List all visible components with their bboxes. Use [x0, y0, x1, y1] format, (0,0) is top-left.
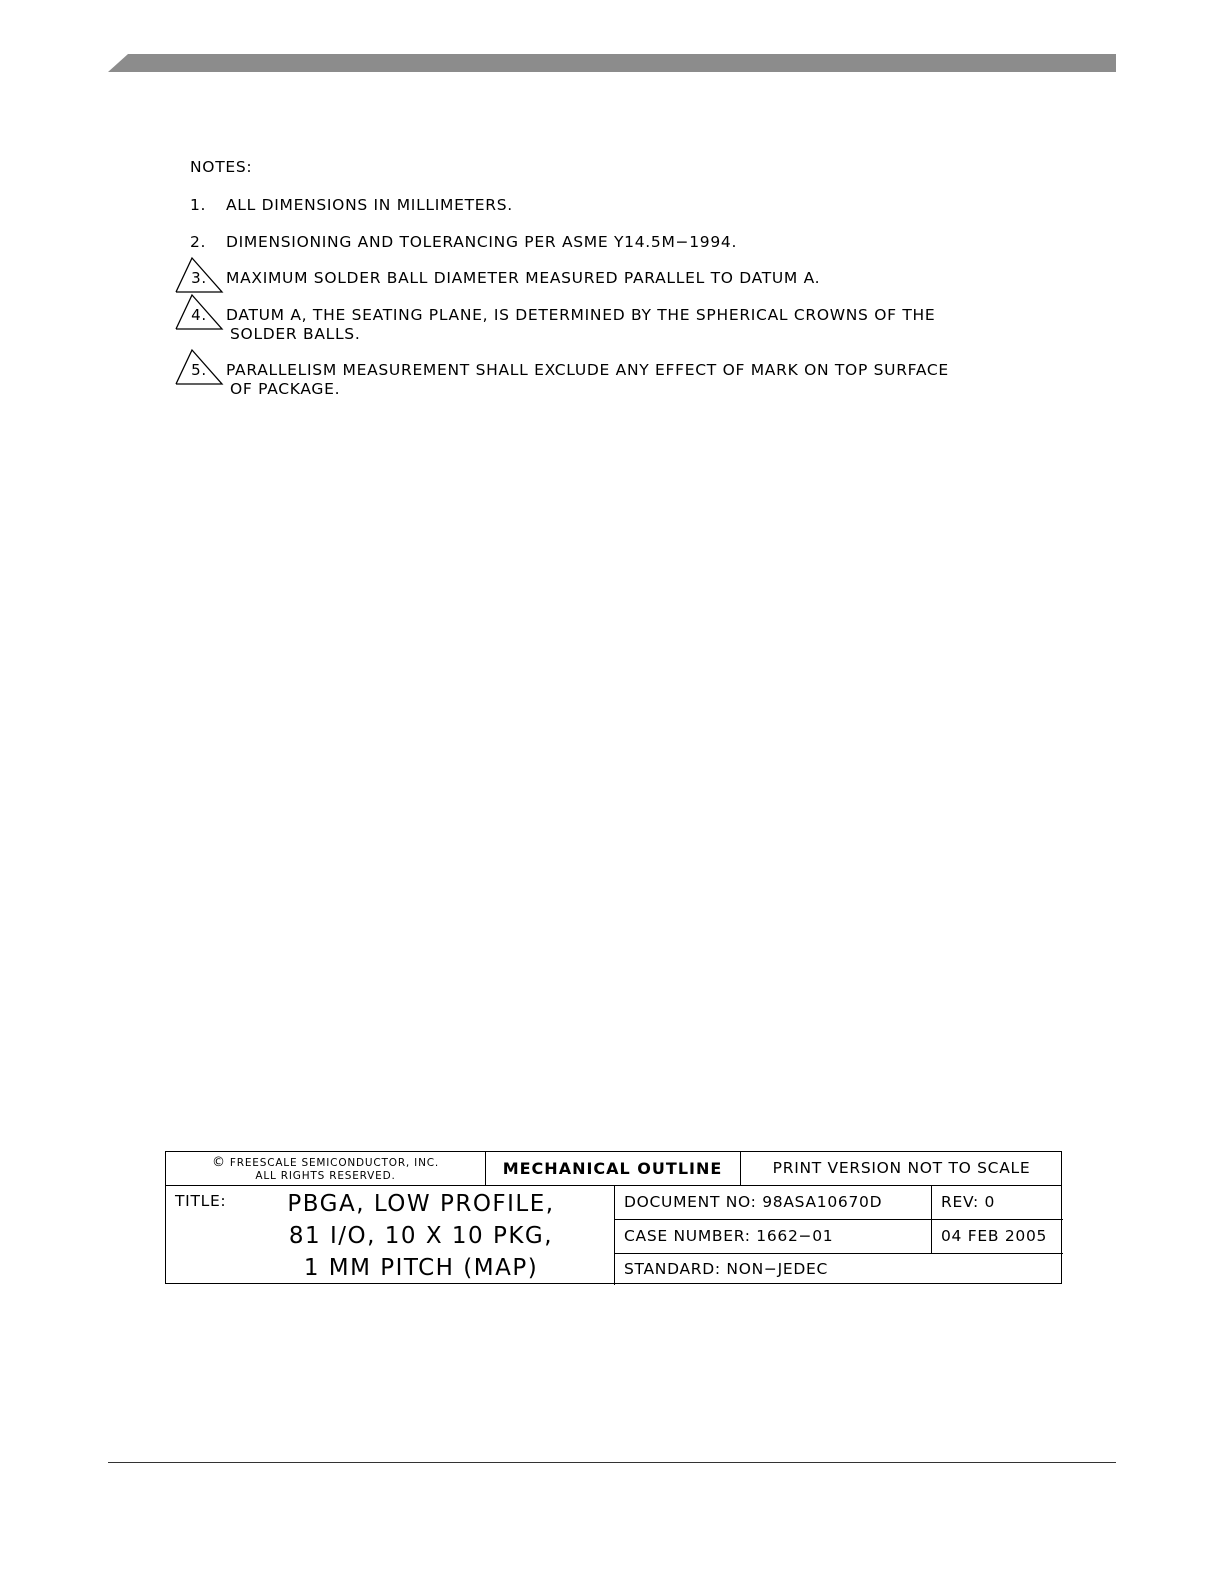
title-label: TITLE:	[175, 1192, 227, 1210]
note-number: 5.	[191, 361, 207, 379]
footer-rule	[108, 1462, 1116, 1463]
note-number: 1.	[190, 196, 207, 214]
flag-triangle-icon	[174, 347, 224, 385]
title-line-2: 81 I/O, 10 X 10 PKG,	[288, 1223, 554, 1249]
note-number: 3.	[191, 269, 207, 287]
revision: REV: 0	[941, 1193, 996, 1211]
header-bar	[108, 54, 1116, 72]
copyright-icon: ©	[211, 1155, 226, 1170]
print-version-note: PRINT VERSION NOT TO SCALE	[772, 1159, 1031, 1177]
copyright-line-2: ALL RIGHTS RESERVED.	[255, 1170, 396, 1182]
case-number: CASE NUMBER: 1662−01	[624, 1227, 834, 1245]
note-number: 4.	[191, 306, 207, 324]
title-block	[165, 1151, 1062, 1284]
title-line-3: 1 MM PITCH (MAP)	[303, 1255, 539, 1281]
note-text: MAXIMUM SOLDER BALL DIAMETER MEASURED PARALLEL TO DATUM A.	[226, 269, 821, 287]
note-text: DIMENSIONING AND TOLERANCING PER ASME Y14.5M−1994.	[226, 233, 738, 251]
copyright-line-1: FREESCALE SEMICONDUCTOR, INC.	[229, 1157, 440, 1169]
mechanical-outline-heading: MECHANICAL OUTLINE	[502, 1159, 723, 1178]
release-date: 04 FEB 2005	[941, 1227, 1048, 1245]
notes-title: NOTES:	[190, 158, 253, 176]
document-number: DOCUMENT NO: 98ASA10670D	[624, 1193, 883, 1211]
note-text: DATUM A, THE SEATING PLANE, IS DETERMINED BY THE SPHERICAL CROWNS OF THE	[226, 306, 936, 324]
title-line-1: PBGA, LOW PROFILE,	[287, 1191, 555, 1217]
copyright-notice	[166, 1156, 485, 1183]
note-number: 2.	[190, 233, 207, 251]
note-text-continued: SOLDER BALLS.	[230, 325, 361, 343]
standard: STANDARD: NON−JEDEC	[624, 1260, 829, 1278]
flag-triangle-icon	[174, 292, 224, 330]
note-text: ALL DIMENSIONS IN MILLIMETERS.	[226, 196, 513, 214]
note-text-continued: OF PACKAGE.	[230, 380, 341, 398]
note-text: PARALLELISM MEASUREMENT SHALL EXCLUDE ANY EFFECT OF MARK ON TOP SURFACE	[226, 361, 949, 379]
flag-triangle-icon	[174, 255, 224, 293]
